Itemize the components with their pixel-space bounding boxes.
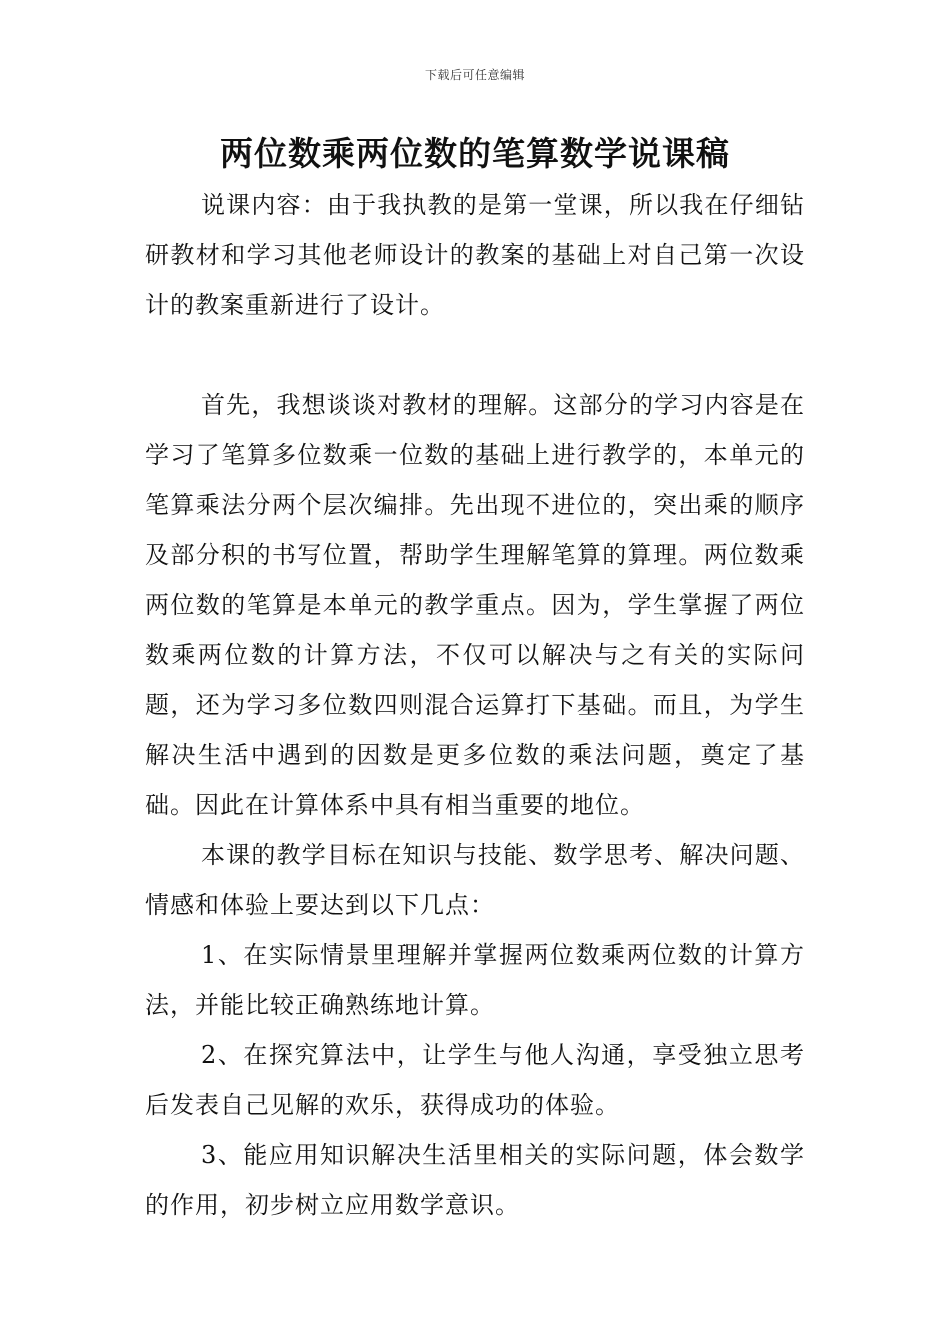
paragraph-material-understanding: 首先，我想谈谈对教材的理解。这部分的学习内容是在学习了笔算多位数乘一位数的基础上进行教学的，本单元的笔算乘法分两个层次编排。先出现不进位的，突出乘的顺序及部分积的书写位置，帮助学生理解笔算的算理。两位数乘两位数的笔算是本单元的教学重点。因为，学生掌握了两位数乘两位数的计算方法，不仅可以解决与之有关的实际问题，还为学习多位数四则混合运算打下基础。而且，为学生解决生活中遇到的因数是更多位数的乘法问题，奠定了基础。因此在计算体系中具有相当重要的地位。 bbox=[145, 391, 805, 819]
paragraph-objective-2: 2、在探究算法中，让学生与他人沟通，享受独立思考后发表自己见解的欢乐，获得成功的体验。 bbox=[145, 1041, 805, 1119]
paragraph-objectives-intro: 本课的教学目标在知识与技能、数学思考、解决问题、情感和体验上要达到以下几点： bbox=[145, 841, 805, 919]
paragraph-objective-3: 3、能应用知识解决生活里相关的实际问题，体会数学的作用，初步树立应用数学意识。 bbox=[145, 1141, 805, 1219]
paragraph-objective-1: 1、在实际情景里理解并掌握两位数乘两位数的计算方法，并能比较正确熟练地计算。 bbox=[145, 941, 805, 1019]
header-note: 下载后可任意编辑 bbox=[424, 68, 525, 82]
document-body bbox=[145, 180, 805, 1230]
document-title: 两位数乘两位数的笔算数学说课稿 bbox=[220, 134, 730, 173]
paragraph-intro: 说课内容：由于我执教的是第一堂课，所以我在仔细钻研教材和学习其他老师设计的教案的基础上对自己第一次设计的教案重新进行了设计。 bbox=[145, 191, 805, 319]
